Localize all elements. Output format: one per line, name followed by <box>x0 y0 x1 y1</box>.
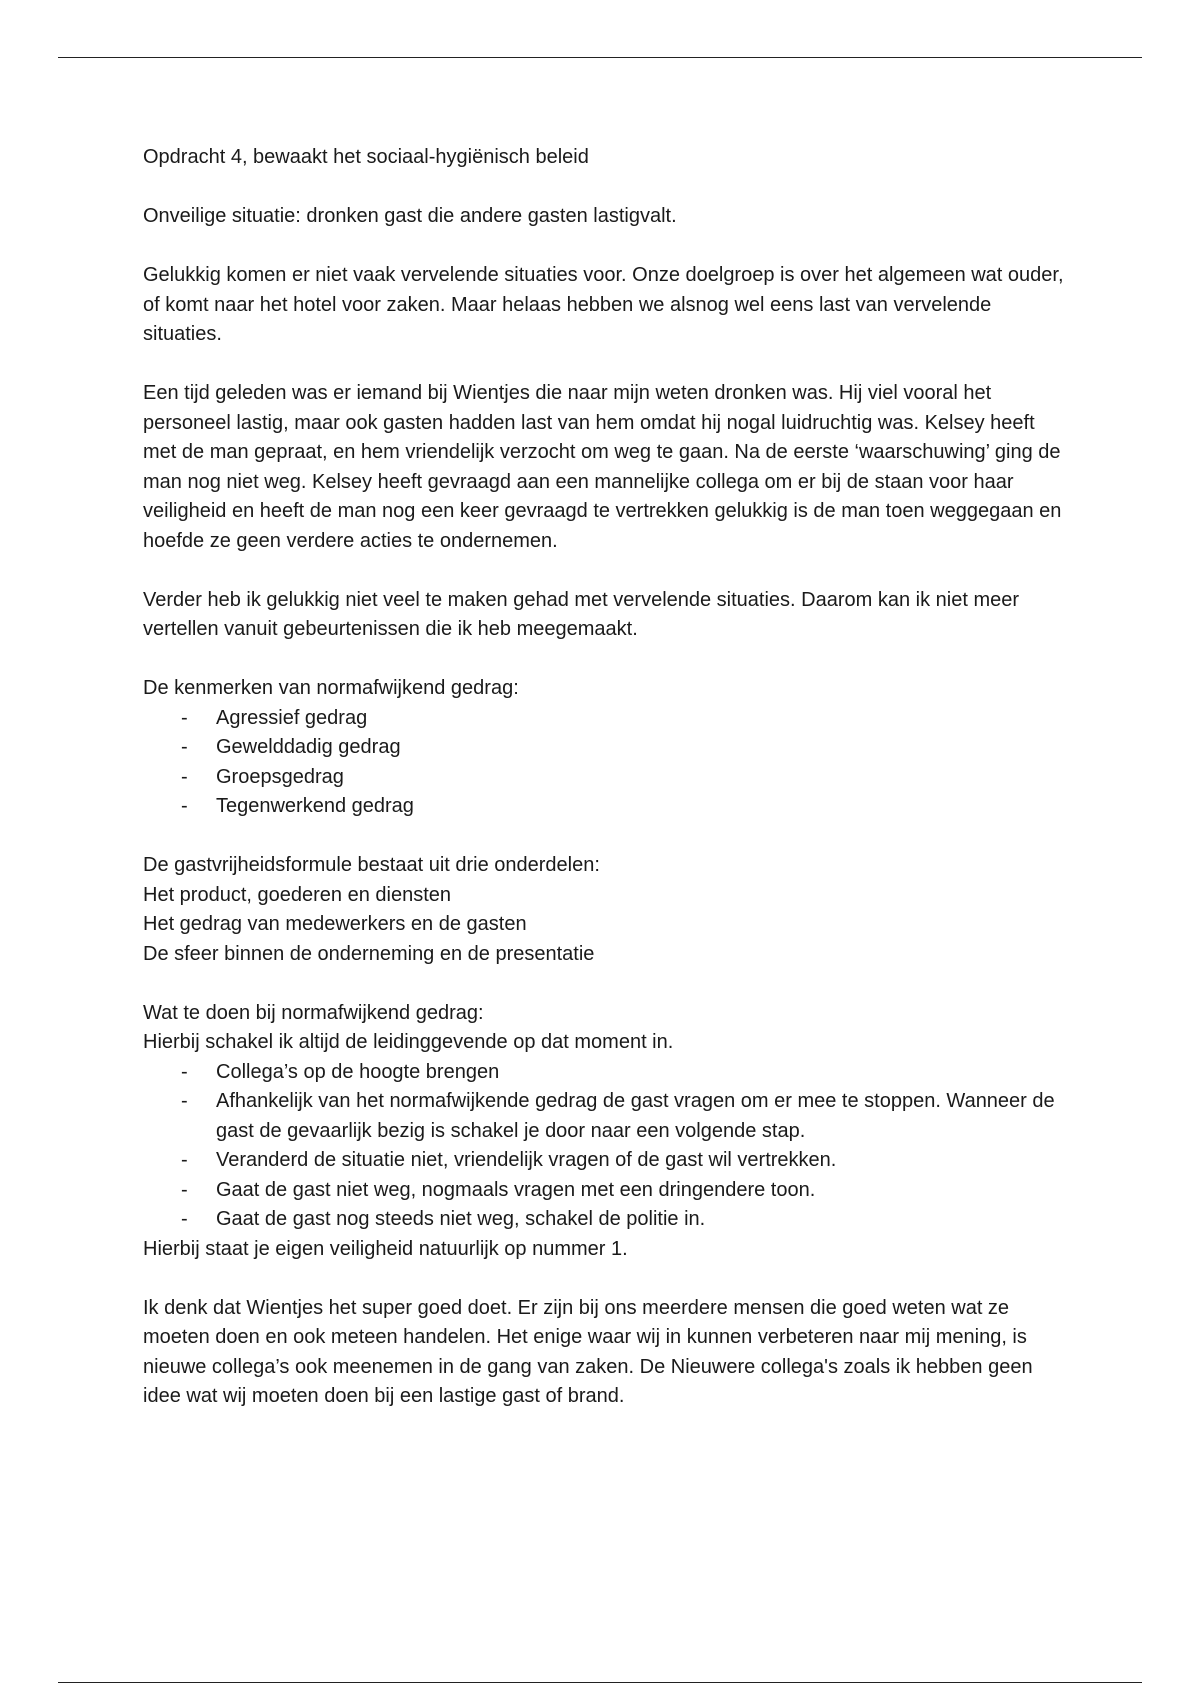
what-to-do-list <box>143 1058 1073 1235</box>
what-to-do-intro: Hierbij schakel ik altijd de leidinggevende op dat moment in. <box>143 1031 674 1053</box>
what-to-do-closing: Hierbij staat je eigen veiligheid natuurlijk op nummer 1. <box>143 1237 628 1260</box>
document-title: Opdracht 4, bewaakt het sociaal-hygiënisch beleid <box>143 146 589 168</box>
paragraph-conclusion: Ik denk dat Wientjes het super goed doet. Er zijn bij ons meerdere mensen die goed weten wat ze moeten doen en ook meteen handelen. Het enige waar wij in kunnen verbeteren naar mij mening, is nieuwe collega’s ook meenemen in de gang van zaken. De Nieuwere collega's zoals ik hebben geen idee wat wij moeten doen bij een lastige gast of brand. <box>143 1296 1033 1407</box>
formula-line: De sfeer binnen de onderneming en de presentatie <box>143 942 595 965</box>
formula-line: Het product, goederen en diensten <box>143 883 451 906</box>
hospitality-formula-section <box>143 851 1073 969</box>
list-item: - Veranderd de situatie niet, vriendelijk vragen of de gast wil vertrekken. <box>143 1146 1073 1176</box>
paragraph-experience: Verder heb ik gelukkig niet veel te maken gehad met vervelende situaties. Daarom kan ik niet meer vertellen vanuit gebeurtenissen die ik heb meegemaakt. <box>143 588 1020 640</box>
hospitality-formula-heading: De gastvrijheidsformule bestaat uit drie onderdelen: <box>143 854 600 876</box>
formula-line: Het gedrag van medewerkers en de gasten <box>143 913 527 935</box>
list-item: - Gaat de gast niet weg, nogmaals vragen met een dringendere toon. <box>143 1176 1073 1206</box>
characteristics-section <box>143 674 1073 822</box>
footer-rule <box>58 1682 1142 1683</box>
characteristics-list <box>143 704 1073 822</box>
what-to-do-section <box>143 999 1073 1265</box>
list-item: - Afhankelijk van het normafwijkende gedrag de gast vragen om er mee te stoppen. Wanneer de gast de gevaarlijk bezig is schakel je door naar een volgende stap. <box>143 1087 1073 1146</box>
unsafe-situation: Onveilige situatie: dronken gast die andere gasten lastigvalt. <box>143 205 677 227</box>
document-body <box>143 143 1073 1441</box>
list-item: - Gewelddadig gedrag <box>143 733 1073 763</box>
list-item: - Gaat de gast nog steeds niet weg, schakel de politie in. <box>143 1205 1073 1235</box>
paragraph-incident: Een tijd geleden was er iemand bij Wientjes die naar mijn weten dronken was. Hij viel vooral het personeel lastig, maar ook gasten hadden last van hem omdat hij nogal luidruchtig was. Kelsey heeft met de man gepraat, en hem vriendelijk verzocht om weg te gaan. Na de eerste ‘waarschuwing’ ging de man nog niet weg. Kelsey heeft gevraagd aan een mannelijke collega om er bij de staan voor haar veiligheid en heeft de man nog een keer gevraagd te vertrekken gelukkig is de man toen weggegaan en hoefde ze geen verdere acties te ondernemen. <box>143 382 1062 552</box>
list-item: - Collega’s op de hoogte brengen <box>143 1058 1073 1088</box>
characteristics-heading: De kenmerken van normafwijkend gedrag: <box>143 677 519 699</box>
list-item: - Tegenwerkend gedrag <box>143 792 1073 822</box>
list-item: - Agressief gedrag <box>143 704 1073 734</box>
header-rule <box>58 57 1142 58</box>
what-to-do-heading: Wat te doen bij normafwijkend gedrag: <box>143 1001 484 1024</box>
list-item: - Groepsgedrag <box>143 763 1073 793</box>
paragraph-intro: Gelukkig komen er niet vaak vervelende situaties voor. Onze doelgroep is over het algemeen wat ouder, of komt naar het hotel voor zaken. Maar helaas hebben we alsnog wel eens last van vervelende situaties. <box>143 264 1064 345</box>
